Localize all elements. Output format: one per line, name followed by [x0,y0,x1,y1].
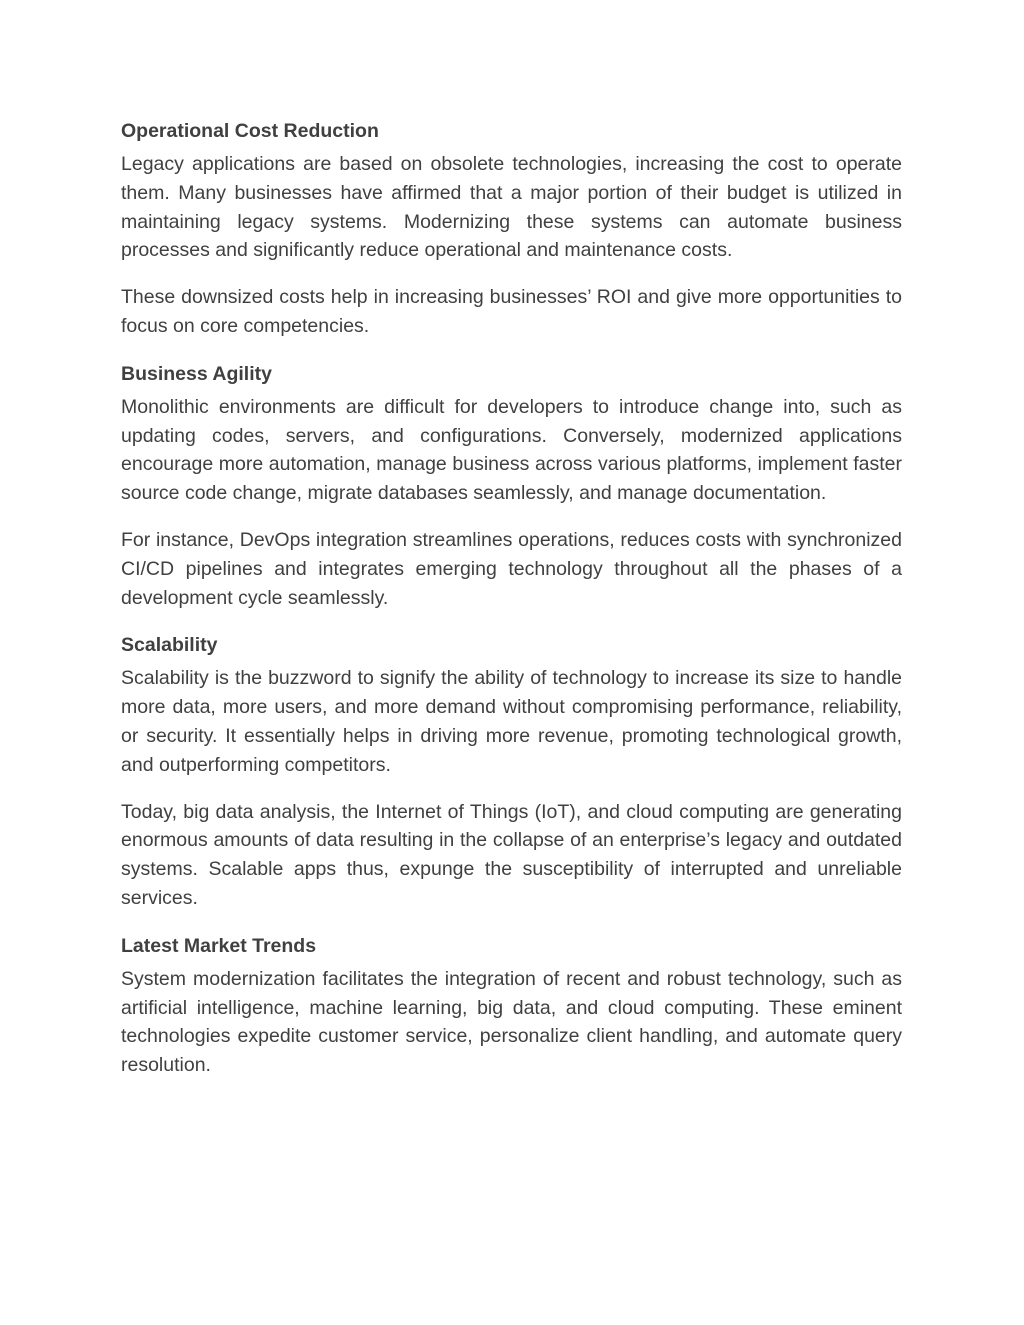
paragraph: These downsized costs help in increasing businesses’ ROI and give more opportunities to focus on core competencies. [121,286,902,337]
section-operational-cost-reduction [121,116,902,341]
document-page [121,116,902,1098]
section-business-agility [121,359,902,613]
section-latest-market-trends [121,931,902,1080]
paragraph: Scalability is the buzzword to signify the ability of technology to increase its size to handle more data, more users, and more demand without compromising performance, reliability, or security. It essentially helps in driving more revenue, promoting technological growth, and outperforming competitors. [121,667,902,776]
paragraph: Monolithic environments are difficult for developers to introduce change into, such as updating codes, servers, and configurations. Conversely, modernized applications encourage more automation, manage business across various platforms, implement faster source code change, migrate databases seamlessly, and manage documentation. [121,395,902,505]
section-heading: Operational Cost Reduction [121,120,379,142]
paragraph: Today, big data analysis, the Internet of Things (IoT), and cloud computing are generating enormous amounts of data resulting in the collapse of an enterprise’s legacy and outdated systems. Scalable apps thus, expunge the susceptibility of interrupted and unreliable services. [121,800,902,909]
paragraph: System modernization facilitates the integration of recent and robust technology, such as artificial intelligence, machine learning, big data, and cloud computing. These eminent technologies expedite customer service, personalize client handling, and automate query resolution. [121,967,902,1077]
section-heading: Latest Market Trends [121,934,317,957]
section-heading: Scalability [121,634,218,657]
paragraph: For instance, DevOps integration streamlines operations, reduces costs with synchronized CI/CD pipelines and integrates emerging technology throughout all the phases of a development cycle seamlessly. [121,528,902,609]
paragraph: Legacy applications are based on obsolete technologies, increasing the cost to operate them. Many businesses have affirmed that a major portion of their budget is utilized in maintaining legacy systems. Modernizing these systems can automate business processes and significantly reduce operational and maintenance costs. [121,153,902,262]
section-scalability [121,630,902,912]
section-heading: Business Agility [121,362,272,385]
